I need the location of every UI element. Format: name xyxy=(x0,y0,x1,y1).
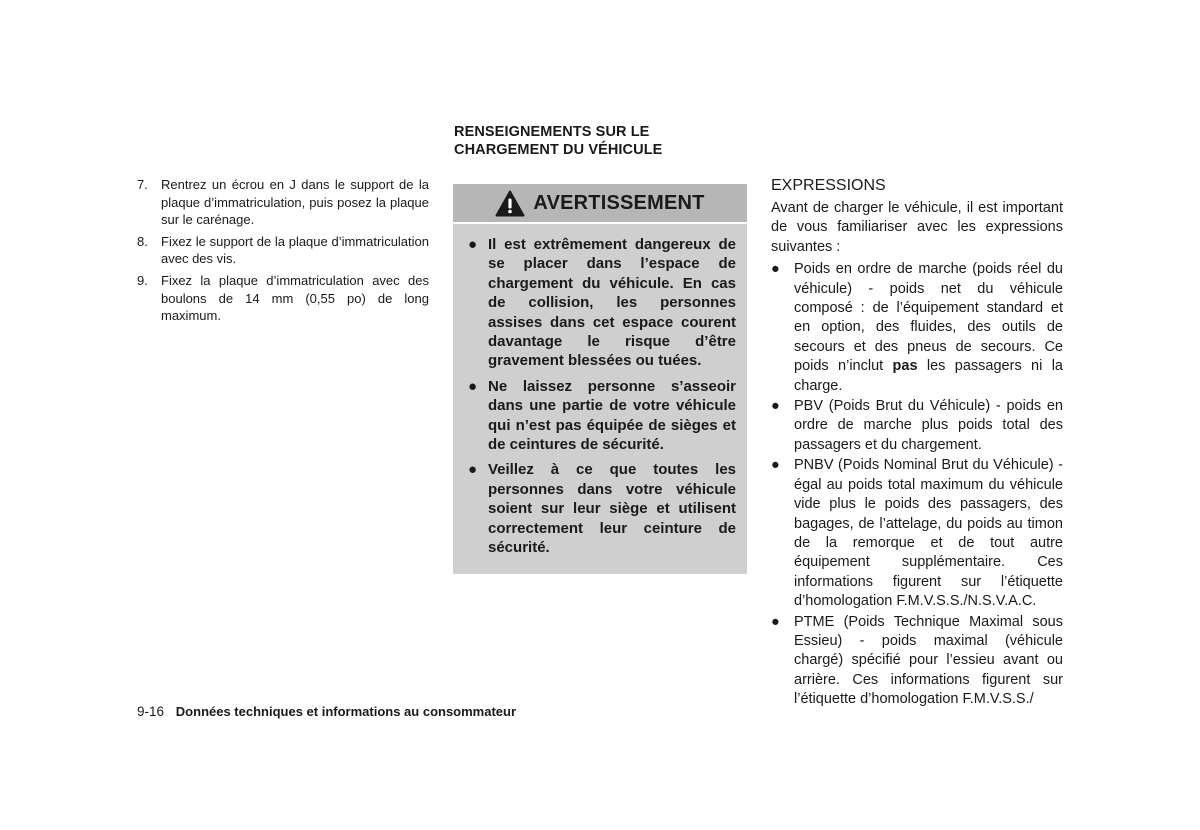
warning-item xyxy=(465,235,736,371)
warning-box xyxy=(453,184,747,574)
expression-text-part: les passagers ni la charge. xyxy=(794,358,1063,394)
installation-steps xyxy=(137,176,429,329)
expression-item xyxy=(771,613,1063,710)
expression-emphasis: pas xyxy=(892,358,918,375)
warning-item-text: Ne laissez personne s’asseoir dans une partie de votre véhicule qui n’est pas équipée de sièges et de ceintures de sécurité. xyxy=(488,377,736,454)
bullet: ● xyxy=(771,457,780,474)
expressions-heading: EXPRESSIONS xyxy=(771,177,886,194)
section-heading-line2: CHARGEMENT DU VÉHICULE xyxy=(454,141,663,158)
footer-title: Données techniques et informations au consommateur xyxy=(175,704,517,719)
bullet: ● xyxy=(468,236,478,253)
step-item xyxy=(137,176,429,229)
expression-text-part: Poids en ordre de marche (poids réel du véhicule) - poids net du véhicule composé : de l’équipement standard et en option, des fluides, des outils de secours et des pneus de secours. Ce poids n’inclut xyxy=(794,261,1063,375)
expressions-list xyxy=(771,260,1063,709)
warning-triangle-icon xyxy=(495,190,525,217)
warning-item xyxy=(465,460,736,557)
bullet: ● xyxy=(468,461,478,479)
step-item xyxy=(137,233,429,268)
step-text: Fixez la plaque d’immatriculation avec des boulons de 14 mm (0,55 po) de long maximum. xyxy=(161,272,429,324)
warning-item xyxy=(465,377,736,455)
expression-item xyxy=(771,456,1063,611)
warning-item-text: Il est extrêmement dangereux de se placer dans l’espace de chargement du véhicule. En cas de collision, les personnes assises dans cet espace courent davantage le risque d’être gravement blessées ou tuées. xyxy=(488,236,736,370)
expressions-section xyxy=(771,176,1063,711)
expression-text: PBV (Poids Brut du Véhicule) - poids en ordre de marche plus poids total des passagers et du chargement. xyxy=(794,398,1063,453)
warning-title: AVERTISSEMENT xyxy=(533,191,705,214)
warning-header xyxy=(453,184,747,224)
expressions-intro: Avant de charger le véhicule, il est important de vous familiariser avec les expressions suivantes : xyxy=(771,200,1063,255)
expression-item xyxy=(771,397,1063,455)
page-footer xyxy=(137,704,516,719)
bullet: ● xyxy=(771,613,780,630)
step-text: Rentrez un écrou en J dans le support de la plaque d’immatriculation, puis posez la plaque sur le carénage. xyxy=(161,177,429,228)
steps-list xyxy=(137,176,429,325)
section-heading xyxy=(454,124,744,159)
expression-text: PTME (Poids Technique Maximal sous Essieu) - poids maximal (véhicule chargé) spécifié pour l’essieu avant ou arrière. Ces informations figurent sur l’étiquette d’homologation F.M.V.S.S./ xyxy=(794,613,1063,708)
warning-item-text: Veillez à ce que toutes les personnes dans votre véhicule soient sur leur siège et utilisent correctement leur ceinture de sécurité. xyxy=(488,461,736,557)
step-number: 8. xyxy=(137,233,148,249)
section-heading-line1: RENSEIGNEMENTS SUR LE xyxy=(454,124,650,140)
page-number: 9-16 xyxy=(137,704,165,719)
expression-item xyxy=(771,260,1063,396)
expression-text: PNBV (Poids Nominal Brut du Véhicule) - égal au poids total maximum du véhicule vide plus le poids des passagers, des bagages, de l’attelage, du poids au timon de la remorque et de tout autre équipement supplémentaire. Ces informations figurent sur l’étiquette d’homologation F.M.V.S.S./N.S.V.A.C. xyxy=(794,457,1063,610)
bullet: ● xyxy=(468,377,478,395)
step-number: 7. xyxy=(137,177,148,192)
step-text: Fixez le support de la plaque d’immatriculation avec des vis. xyxy=(161,233,429,267)
bullet: ● xyxy=(771,261,780,278)
step-number: 9. xyxy=(137,272,148,288)
step-item xyxy=(137,272,429,325)
warning-list xyxy=(453,224,747,558)
bullet: ● xyxy=(771,398,780,415)
